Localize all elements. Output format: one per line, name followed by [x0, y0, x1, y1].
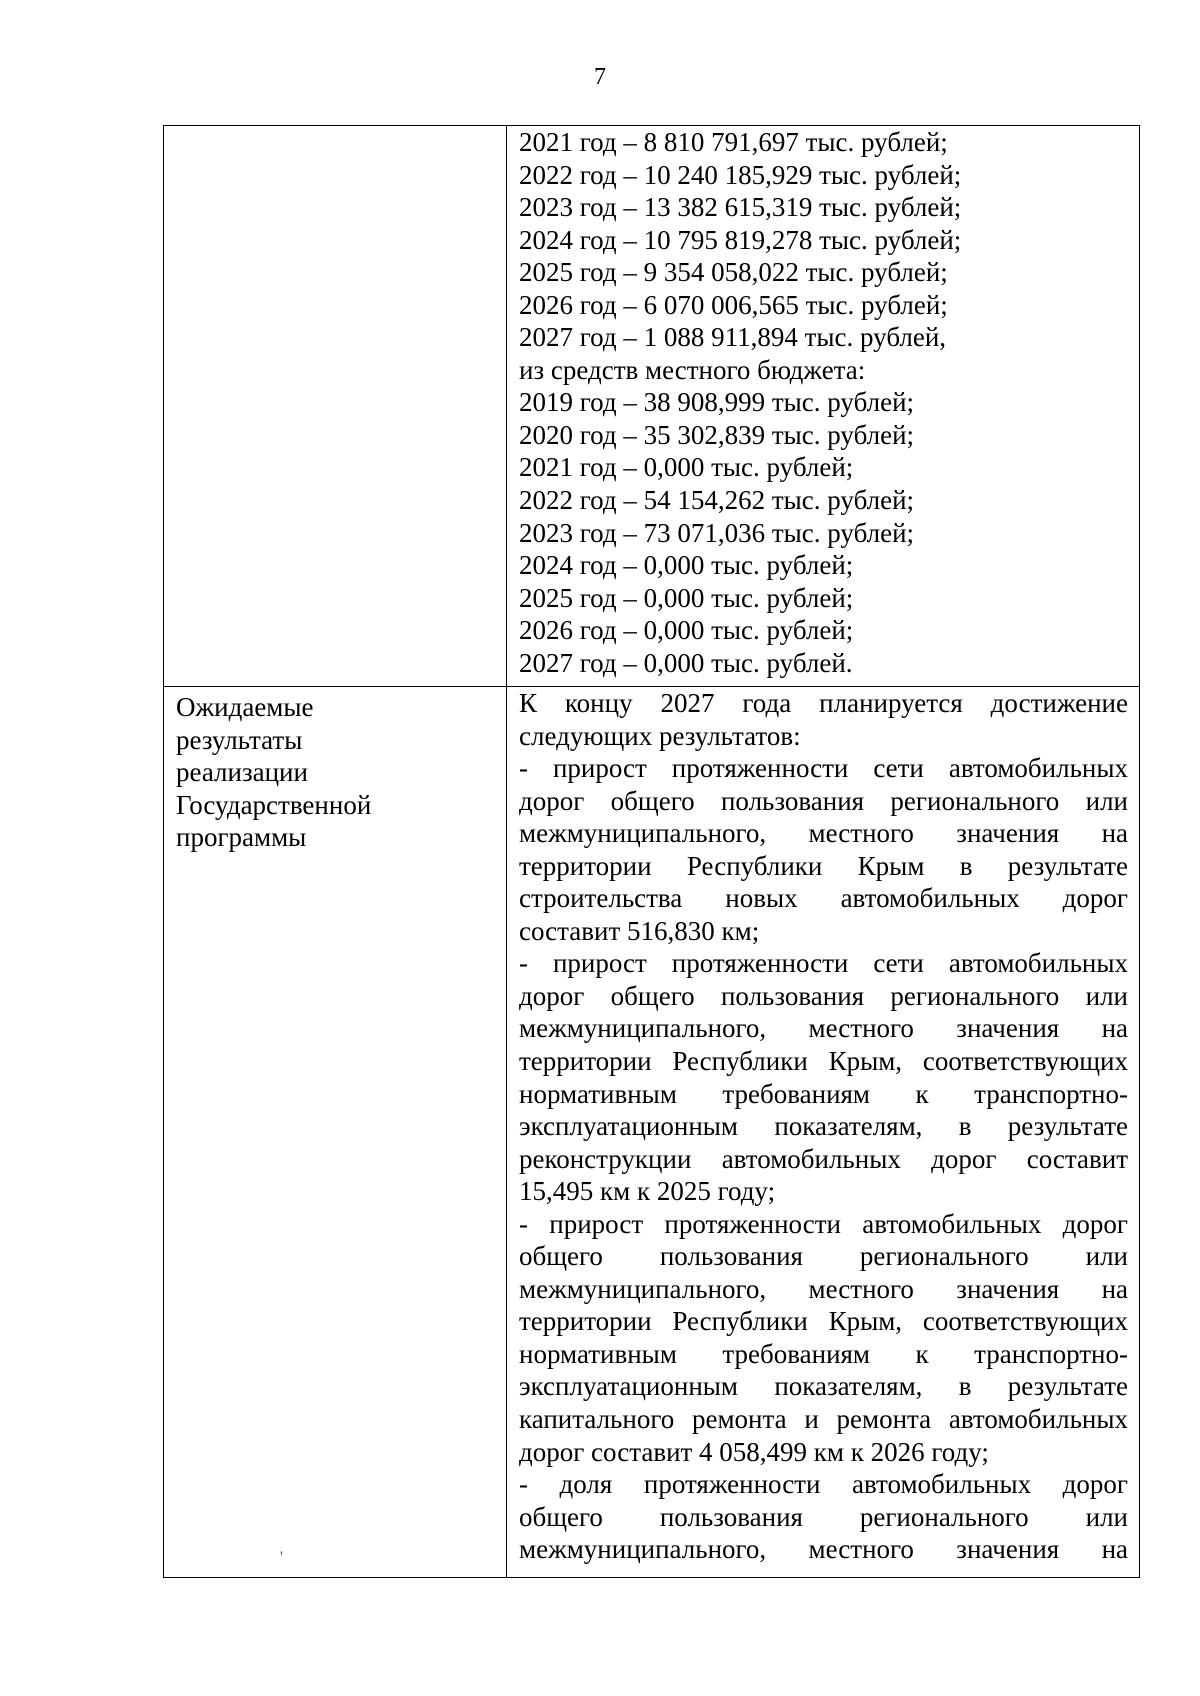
results-line: межмуниципального, местного значения на: [519, 818, 1128, 849]
row-label-cell: [164, 126, 507, 687]
funding-line: 2025 год – 0,000 тыс. рублей;: [519, 582, 854, 613]
results-line: межмуниципального, местного значения на: [519, 1273, 1128, 1304]
results-line: эксплуатационным показателям, в результате: [519, 1111, 1128, 1142]
results-line: следующих результатов:: [519, 720, 801, 751]
row-label-line: результаты: [176, 724, 303, 755]
results-line: нормативным требованиям к транспортно-: [519, 1078, 1128, 1109]
results-cell: [507, 687, 1140, 1578]
funding-line: 2020 год – 35 302,839 тыс. рублей;: [519, 419, 915, 450]
funding-line: 2024 год – 10 795 819,278 тыс. рублей;: [519, 224, 962, 255]
results-line: территории Республики Крым, соответствующих: [519, 1046, 1128, 1077]
results-line: территории Республики Крым в результате: [519, 850, 1128, 881]
page-number: 7: [594, 64, 606, 90]
funding-line: 2023 год – 13 382 615,319 тыс. рублей;: [519, 192, 962, 223]
table-row: [164, 687, 1140, 1578]
funding-line: 2024 год – 0,000 тыс. рублей;: [519, 550, 854, 581]
results-line: эксплуатационным показателям, в результате: [519, 1371, 1128, 1402]
results-line: межмуниципального, местного значения на: [519, 1013, 1128, 1044]
funding-line: 2027 год – 1 088 911,894 тыс. рублей,: [519, 322, 947, 353]
funding-cell: [507, 126, 1140, 687]
results-line: 15,495 км к 2025 году;: [519, 1176, 776, 1207]
funding-line: 2025 год – 9 354 058,022 тыс. рублей;: [519, 257, 948, 288]
row-label-line: программы: [176, 822, 307, 853]
results-line: - прирост протяженности автомобильных дорог: [519, 1208, 1128, 1239]
results-line: - доля протяженности автомобильных дорог: [519, 1469, 1128, 1500]
funding-line: 2022 год – 10 240 185,929 тыс. рублей;: [519, 159, 962, 190]
row-label-line: Ожидаемые: [176, 692, 314, 722]
results-line: дорог общего пользования регионального или: [519, 785, 1128, 816]
program-table: [163, 125, 1140, 1578]
scan-mark: ': [280, 1549, 283, 1566]
results-line: дорог составит 4 058,499 км к 2026 году;: [519, 1436, 989, 1467]
table-row: [164, 126, 1140, 687]
results-line: межмуниципального, местного значения на: [519, 1534, 1128, 1565]
funding-line: 2026 год – 0,000 тыс. рублей;: [519, 615, 854, 646]
results-line: - прирост протяженности сети автомобильных: [519, 948, 1128, 979]
results-line: территории Республики Крым, соответствующих: [519, 1306, 1128, 1337]
results-line: общего пользования регионального или: [519, 1501, 1128, 1532]
results-line: общего пользования регионального или: [519, 1241, 1128, 1272]
row-label-cell: [164, 687, 507, 1578]
funding-line: 2022 год – 54 154,262 тыс. рублей;: [519, 485, 915, 516]
results-line: капитального ремонта и ремонта автомобильных: [519, 1404, 1128, 1435]
results-line: реконструкции автомобильных дорог составит: [519, 1143, 1128, 1174]
row-label-line: Государственной: [176, 789, 372, 820]
funding-subheading: из средств местного бюджета:: [519, 354, 866, 385]
results-line: дорог общего пользования регионального или: [519, 980, 1128, 1011]
funding-line: 2023 год – 73 071,036 тыс. рублей;: [519, 517, 915, 548]
funding-line: 2021 год – 8 810 791,697 тыс. рублей;: [519, 127, 948, 157]
row-label-line: реализации: [176, 757, 308, 788]
results-line: К концу 2027 года планируется достижение: [519, 688, 1128, 718]
funding-line: 2021 год – 0,000 тыс. рублей;: [519, 452, 854, 483]
results-line: нормативным требованиям к транспортно-: [519, 1338, 1128, 1369]
results-line: составит 516,830 км;: [519, 915, 760, 946]
results-line: - прирост протяженности сети автомобильных: [519, 753, 1128, 784]
funding-line: 2026 год – 6 070 006,565 тыс. рублей;: [519, 289, 948, 320]
funding-line: 2027 год – 0,000 тыс. рублей.: [519, 647, 853, 678]
results-line: строительства новых автомобильных дорог: [519, 883, 1128, 914]
funding-line: 2019 год – 38 908,999 тыс. рублей;: [519, 387, 915, 418]
